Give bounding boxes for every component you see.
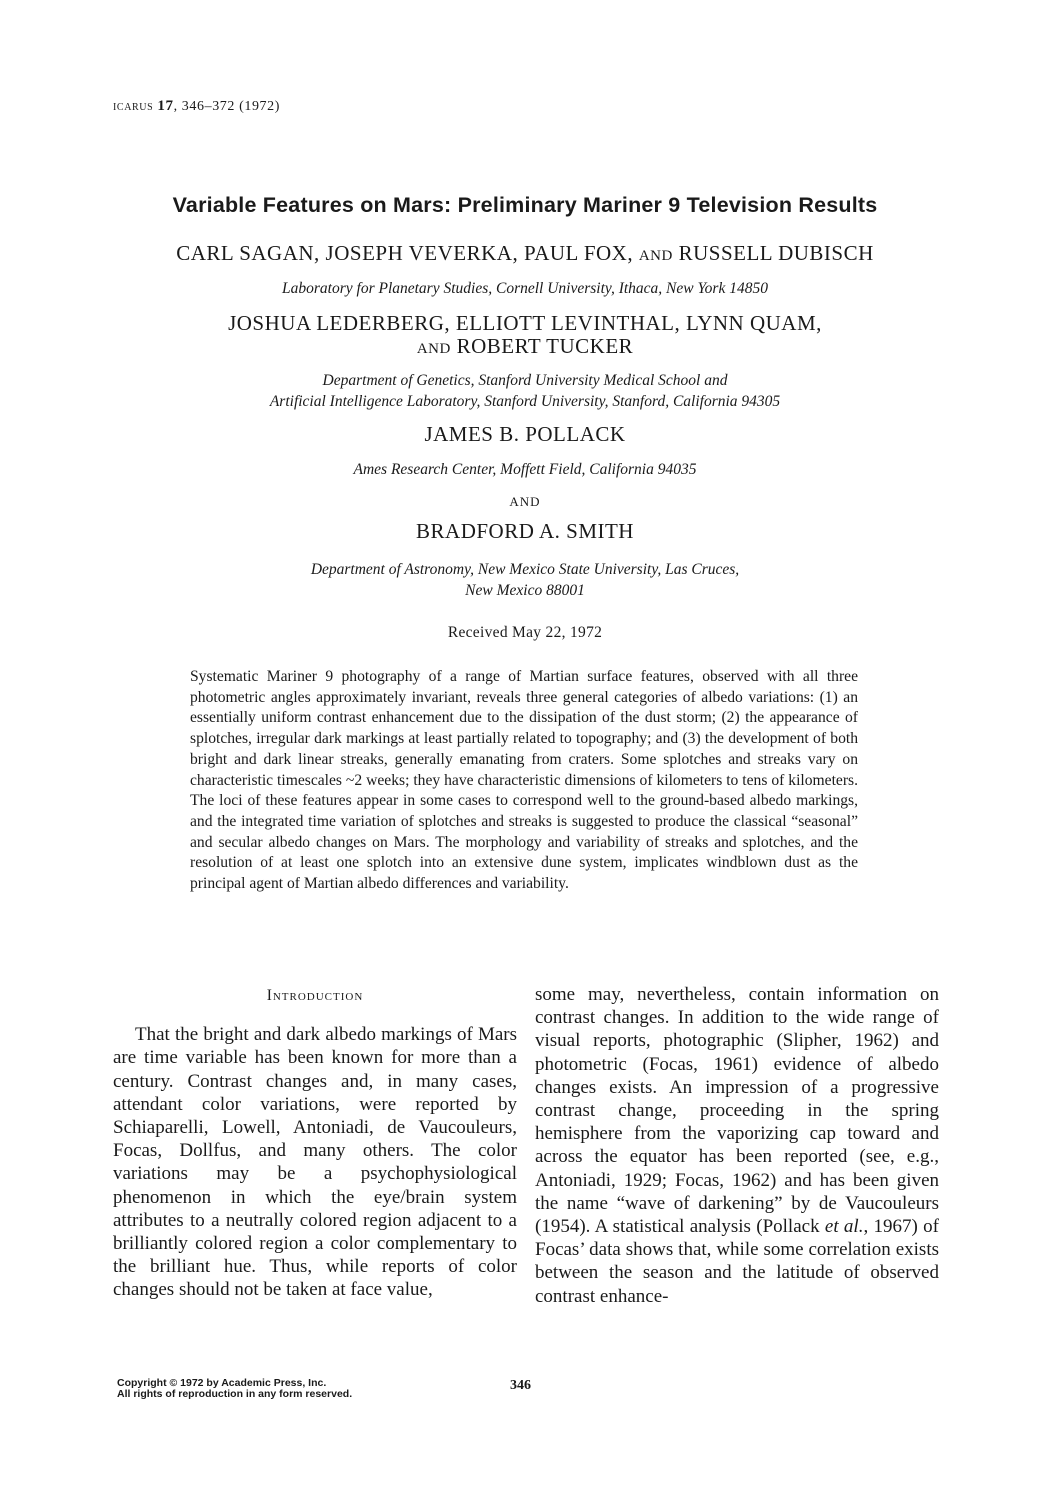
copyright-notice	[117, 1378, 352, 1400]
author-line-4: JAMES B. POLLACK	[424, 422, 626, 446]
affiliation-stanford-1: Department of Genetics, Stanford University Medical School and	[322, 372, 728, 389]
author-line-5: BRADFORD A. SMITH	[416, 519, 634, 543]
intro-text-part1: some may, nevertheless, contain information on contrast changes. In addition to the wide range of visual reports, photographic (Slipher, 1962) and photometric (Focas, 1961) evidence of albedo changes exists. An impression of a progressive contrast change, proceeding in the spring hemisphere from the vaporizing cap toward and across the equator has been reported (see, e.g., Antoniadi, 1929; Focas, 1962) and has been given the name “wave of darkening” by de Vaucouleurs (1954). A statistical analysis (Pollack	[535, 984, 939, 1238]
section-heading-text: Introduction	[266, 987, 364, 1004]
and-separator: AND	[509, 494, 541, 509]
author-last: RUSSELL DUBISCH	[678, 241, 874, 265]
copyright-line-1: Copyright © 1972 by Academic Press, Inc.	[117, 1377, 327, 1389]
left-column	[113, 983, 517, 1302]
journal-pages: 346–372 (1972)	[181, 99, 281, 114]
journal-volume: 17	[157, 98, 174, 114]
affiliation-nmsu-1: Department of Astronomy, New Mexico State University, Las Cruces,	[310, 561, 740, 578]
author-and: AND	[638, 248, 673, 264]
intro-text-part2: , 1967) of Focas’ data shows that, while some correlation exists between the season and the latitude of observed contrast enhance-	[535, 1216, 940, 1307]
author-line-2: JOSHUA LEDERBERG, ELLIOTT LEVINTHAL, LYNN QUAM,	[228, 311, 822, 335]
affiliation-nmsu-2: New Mexico 88001	[465, 582, 585, 599]
author-names: CARL SAGAN, JOSEPH VEVERKA, PAUL FOX,	[176, 241, 634, 265]
affiliation-stanford-2: Artificial Intelligence Laboratory, Stanford University, Stanford, California 94305	[269, 393, 781, 410]
intro-text-etal: et al.	[824, 1216, 864, 1238]
section-heading	[113, 983, 517, 1007]
affiliation-cornell: Laboratory for Planetary Studies, Cornell University, Ithaca, New York 14850	[282, 280, 768, 297]
author-line-3	[100, 334, 950, 359]
intro-paragraph-left: That the bright and dark albedo markings of Mars are time variable has been known for more than a century. Contrast changes and, in many cases, attendant color variations, were reported by Schiaparelli, Lowell, Antoniadi, de Vaucouleurs, Focas, Dollfus, and many others. The color variations may be a psychophysiological phenomenon in which the eye/brain system attributes to a neutrally colored region adjacent to a brilliantly colored region a color complementary to the brilliant hue. Thus, while reports of color changes should not be taken at face value,	[113, 1024, 517, 1301]
right-column	[535, 983, 939, 1308]
intro-paragraph-right	[535, 983, 939, 1308]
author-and: AND	[416, 341, 451, 357]
abstract: Systematic Mariner 9 photography of a range of Martian surface features, observed with all three photometric angles approximately invariant, reveals three general categories of albedo variations: (1) an essentially uniform contrast enhancement due to the dissipation of the dust storm; (2) the appearance of splotches, irregular dark markings at least partially related to topography; and (3) the development of both bright and dark linear streaks, generally emanating from craters. Some splotches and streaks vary on characteristic timescales ~2 weeks; they have characteristic dimensions of kilometers to tens of kilometers. The loci of these features appear in some cases to correspond well to the ground-based albedo markings, and the integrated time variation of splotches and streaks is suggested to produce the classical “seasonal” and secular albedo changes on Mars. The morphology and variability of streaks and splotches, and the resolution of at least one splotch into an extensive dune system, implicates windblown dust as the principal agent of Martian albedo differences and variability.	[190, 668, 858, 893]
journal-name: icarus	[113, 99, 154, 114]
page-number: 346	[510, 1378, 531, 1393]
journal-citation: icarus 17, 346–372 (1972)	[113, 98, 281, 114]
author-line-1	[100, 241, 950, 266]
author-last: ROBERT TUCKER	[456, 334, 634, 358]
paper-title: Variable Features on Mars: Preliminary Mariner 9 Television Results	[172, 193, 878, 217]
received-date: Received May 22, 1972	[447, 624, 603, 641]
affiliation-ames: Ames Research Center, Moffett Field, California 94035	[353, 461, 697, 478]
copyright-line-2: All rights of reproduction in any form reserved.	[117, 1388, 353, 1400]
